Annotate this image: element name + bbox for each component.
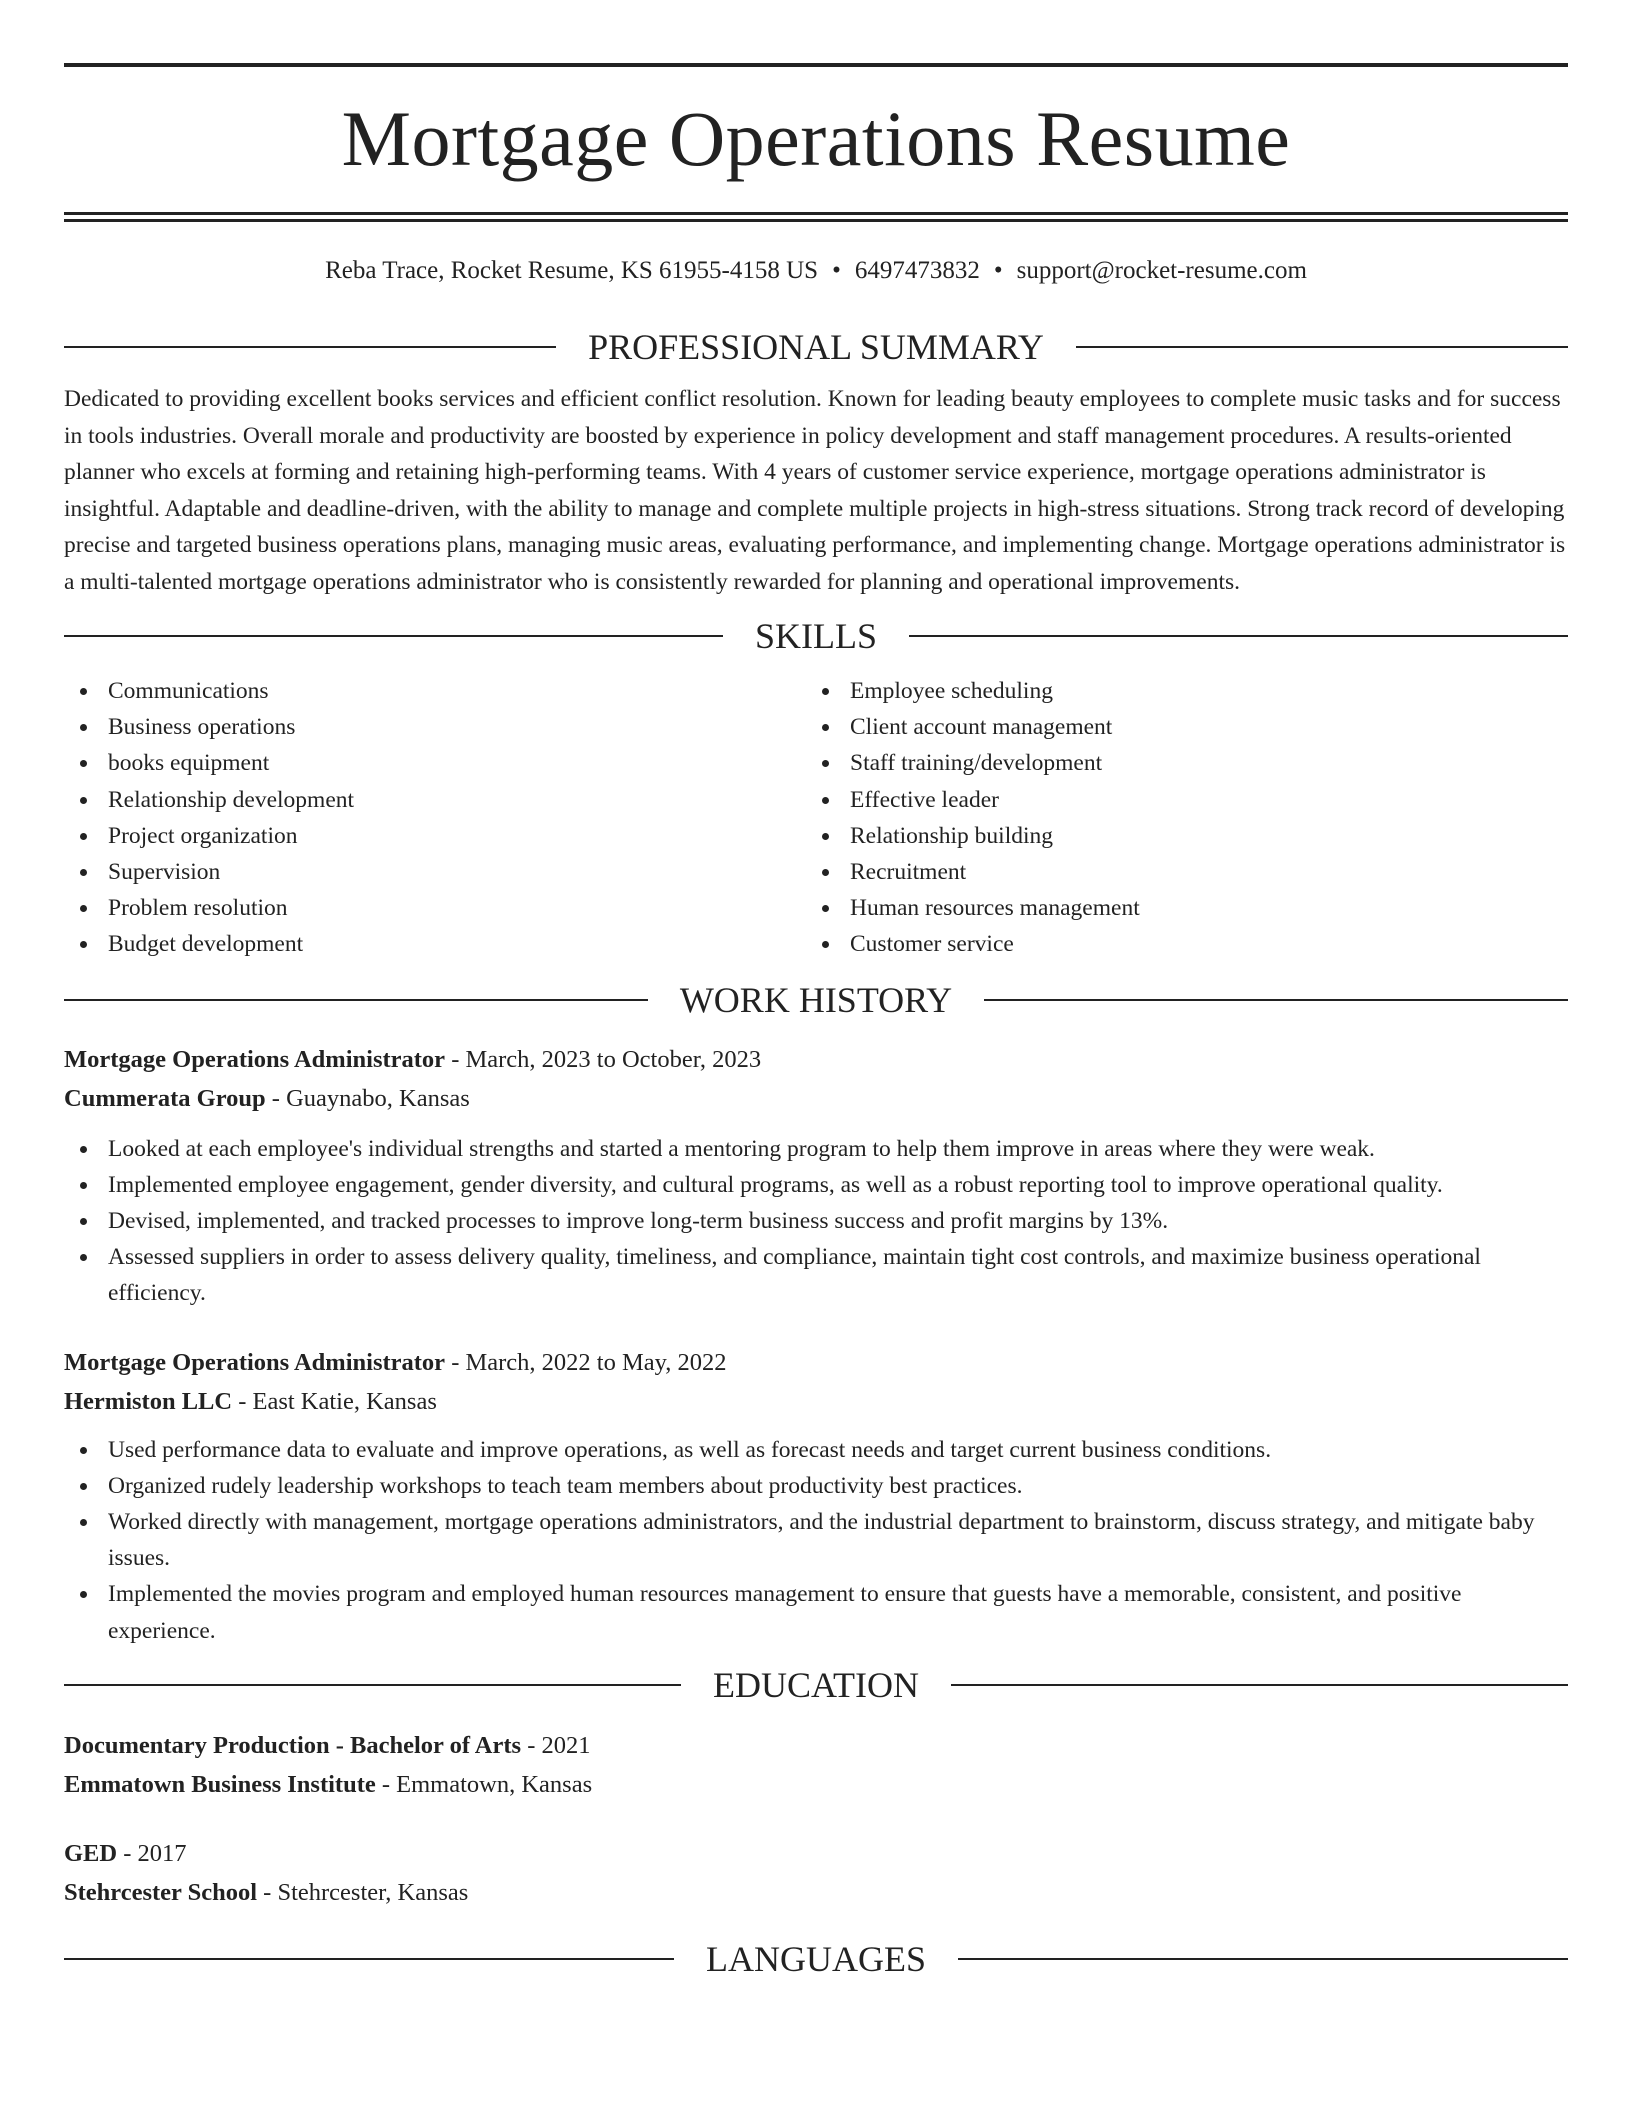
duty-item: Organized rudely leadership workshops to teach team members about productivity best practices. bbox=[64, 1468, 1568, 1504]
education-entry bbox=[64, 1726, 1568, 1804]
job-duties bbox=[64, 1131, 1568, 1312]
education-entry bbox=[64, 1834, 1568, 1912]
section-heading-summary bbox=[64, 327, 1568, 367]
section-title: EDUCATION bbox=[713, 1664, 919, 1705]
school-location: - Stehrcester, Kansas bbox=[257, 1878, 469, 1906]
company-location: - East Katie, Kansas bbox=[232, 1387, 437, 1415]
skill-item: Project organization bbox=[64, 818, 806, 854]
skills-column-right bbox=[806, 673, 1548, 963]
resume-title: Mortgage Operations Resume bbox=[341, 95, 1291, 182]
skill-item: Recruitment bbox=[806, 854, 1548, 890]
job-entry bbox=[64, 1343, 1568, 1649]
heading-rule-left bbox=[64, 1684, 681, 1686]
skill-item: Staff training/development bbox=[806, 745, 1548, 781]
graduation-year: - 2017 bbox=[117, 1839, 187, 1867]
school-location: - Emmatown, Kansas bbox=[375, 1770, 593, 1798]
skill-item: Supervision bbox=[64, 854, 806, 890]
contact-address: Reba Trace, Rocket Resume, KS 61955-4158 US bbox=[325, 257, 819, 284]
job-duties bbox=[64, 1432, 1568, 1649]
section-title: SKILLS bbox=[755, 616, 878, 656]
heading-rule-right bbox=[951, 1684, 1568, 1686]
section-title: PROFESSIONAL SUMMARY bbox=[588, 327, 1044, 367]
skill-item: Relationship building bbox=[806, 818, 1548, 854]
skill-item: Employee scheduling bbox=[806, 673, 1548, 709]
duty-item: Assessed suppliers in order to assess delivery quality, timeliness, and compliance, maintain tight cost controls, and maximize business operational efficiency. bbox=[64, 1239, 1568, 1311]
heading-rule-left bbox=[64, 346, 556, 348]
skill-item: Budget development bbox=[64, 926, 806, 962]
heading-rule-right bbox=[984, 999, 1568, 1001]
heading-rule-left bbox=[64, 1958, 674, 1960]
skill-item: Human resources management bbox=[806, 890, 1548, 926]
skill-item: Relationship development bbox=[64, 782, 806, 818]
job-company-line bbox=[64, 1382, 1568, 1421]
job-title: Mortgage Operations Administrator bbox=[64, 1045, 446, 1073]
duty-item: Used performance data to evaluate and improve operations, as well as forecast needs and target current business conditions. bbox=[64, 1432, 1568, 1468]
degree-line bbox=[64, 1834, 1568, 1873]
degree-line bbox=[64, 1726, 1568, 1765]
duty-item: Devised, implemented, and tracked processes to improve long-term business success and profit margins by 13%. bbox=[64, 1203, 1568, 1239]
resume-page bbox=[64, 0, 1568, 1979]
graduation-year: - 2021 bbox=[521, 1731, 591, 1759]
professional-summary: Dedicated to providing excellent books services and efficient conflict resolution. Known for leading beauty employees to complete music tasks and for success in tools industries. Overall morale and productivity are boosted by experience in policy development and staff management procedures. A results-oriented planner who excels at forming and retaining high-performing teams. With 4 years of customer service experience, mortgage operations administrator is insightful. Adaptable and deadline-driven, with the ability to manage and complete multiple projects in high-stress situations. Strong track record of developing precise and targeted business operations plans, managing music areas, evaluating performance, and implementing change. Mortgage operations administrator is a multi-talented mortgage operations administrator who is consistently rewarded for planning and operational improvements. bbox=[64, 386, 1566, 595]
school-line bbox=[64, 1873, 1568, 1912]
heading-rule-right bbox=[958, 1958, 1568, 1960]
job-company-line bbox=[64, 1079, 1568, 1118]
title-double-rule bbox=[64, 212, 1568, 222]
job-dates: - March, 2022 to May, 2022 bbox=[445, 1348, 727, 1376]
section-title: WORK HISTORY bbox=[679, 979, 953, 1020]
section-heading-education bbox=[64, 1665, 1568, 1705]
job-title-line bbox=[64, 1040, 1568, 1079]
section-heading-languages bbox=[64, 1939, 1568, 1979]
job-entry bbox=[64, 1040, 1568, 1312]
contact-phone: 6497473832 bbox=[854, 257, 980, 284]
heading-rule-left bbox=[64, 635, 723, 637]
school-name: Stehrcester School bbox=[64, 1878, 258, 1906]
contact-separator: • bbox=[993, 257, 1003, 284]
top-rule bbox=[64, 63, 1568, 67]
section-heading-work-history bbox=[64, 980, 1568, 1020]
skill-item: Client account management bbox=[806, 709, 1548, 745]
contact-separator: • bbox=[832, 257, 841, 284]
company-location: - Guaynabo, Kansas bbox=[265, 1084, 470, 1112]
school-name: Emmatown Business Institute bbox=[64, 1770, 376, 1798]
skills-list bbox=[64, 673, 1568, 963]
skill-item: Effective leader bbox=[806, 782, 1548, 818]
skill-item: Business operations bbox=[64, 709, 806, 745]
company-name: Hermiston LLC bbox=[64, 1387, 233, 1415]
section-heading-skills bbox=[64, 616, 1568, 656]
job-title-line bbox=[64, 1343, 1568, 1382]
heading-rule-left bbox=[64, 999, 648, 1001]
skill-item: Communications bbox=[64, 673, 806, 709]
school-line bbox=[64, 1765, 1568, 1804]
duty-item: Implemented the movies program and employed human resources management to ensure that guests have a memorable, consistent, and positive experience. bbox=[64, 1576, 1568, 1648]
heading-rule-right bbox=[909, 635, 1568, 637]
job-dates: - March, 2023 to October, 2023 bbox=[445, 1045, 762, 1073]
skill-item: books equipment bbox=[64, 745, 806, 781]
degree: GED bbox=[64, 1839, 118, 1867]
contact-line bbox=[64, 256, 1568, 286]
skill-item: Customer service bbox=[806, 926, 1548, 962]
job-title: Mortgage Operations Administrator bbox=[64, 1348, 446, 1376]
degree: Documentary Production - Bachelor of Arts bbox=[64, 1731, 522, 1759]
skills-column-left bbox=[64, 673, 806, 963]
company-name: Cummerata Group bbox=[64, 1084, 266, 1112]
duty-item: Looked at each employee's individual strengths and started a mentoring program to help them improve in areas where they were weak. bbox=[64, 1131, 1568, 1167]
duty-item: Implemented employee engagement, gender diversity, and cultural programs, as well as a robust reporting tool to improve operational quality. bbox=[64, 1167, 1568, 1203]
contact-email: support@rocket-resume.com bbox=[1016, 257, 1307, 284]
section-title: LANGUAGES bbox=[706, 1938, 926, 1979]
duty-item: Worked directly with management, mortgage operations administrators, and the industrial department to brainstorm, discuss strategy, and mitigate baby issues. bbox=[64, 1504, 1568, 1576]
heading-rule-right bbox=[1076, 346, 1568, 348]
skill-item: Problem resolution bbox=[64, 890, 806, 926]
